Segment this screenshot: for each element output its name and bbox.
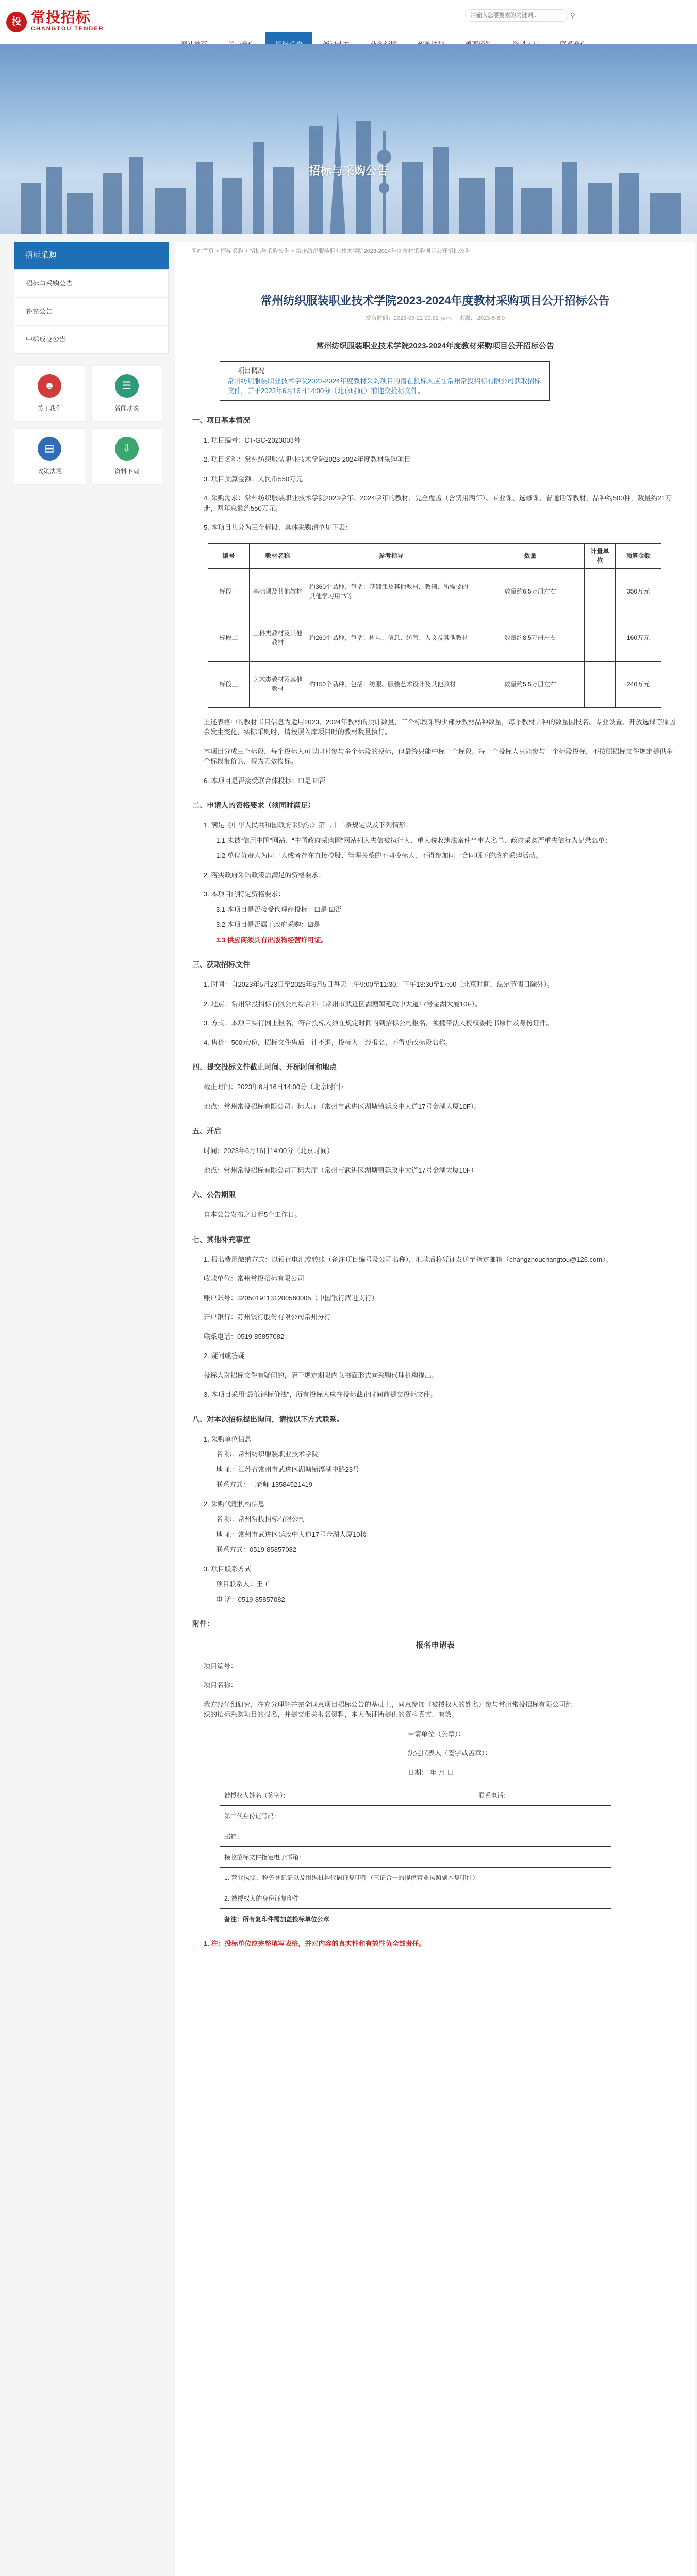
paragraph: 3. 本项目采用“最低评标价法”，所有投标人应在投标截止时间前提交投标文件。: [204, 1391, 437, 1398]
article-panel: [175, 242, 695, 2576]
section-heading: 八、对本次招标提出询问，请按以下方式联系。: [192, 1415, 344, 1423]
quick-link-about[interactable]: [14, 365, 85, 422]
section-heading: 三、获取招标文件: [192, 960, 250, 969]
paragraph: 1. 报名费用缴纳方式：以银行电汇或转账（备注项目编号及公司名称），汇款后将凭证发送至指定邮箱（changzhouchangtou@126.com）。: [204, 1255, 612, 1263]
paragraph: 1. 采购单位信息: [204, 1435, 252, 1443]
paragraph: 3.1 本项目是否接受代理商投标：☐是 ☑否: [216, 905, 342, 913]
logo-mark-icon: 投: [6, 12, 27, 32]
paragraph: 4. 采购需求：常州纺织服装职业技术学院2023学年、2024学年的教材、完全覆盖（含费用两年）、专业课、选修课、普通话等教材，品种约500种，数量约21万册，两年总额约550万元。: [204, 494, 672, 512]
paragraph: 时间：2023年6月16日14:00分（北京时间）: [204, 1147, 334, 1155]
table-row: [208, 661, 661, 707]
people-icon: ☻: [38, 374, 61, 398]
overview-heading: 项目概况: [238, 367, 265, 375]
paragraph: 3. 方式：本项目实行网上报名，符合投标人须在规定时间内到招标公司报名，须携带法人授权委托书原件及身份证件。: [204, 1019, 553, 1027]
download-icon: ⇩: [115, 437, 139, 461]
table-cell: [585, 661, 616, 707]
table-cell: 约360个品种，包括：基础课及其他教材，教辅、所需要的其他学习用书等: [306, 568, 476, 615]
form-footer-note: 1. 注：投标单位应完整填写表格，并对内容的真实性和有效性负全部责任。: [204, 1940, 426, 1947]
paragraph: 地点：常州常投招标有限公司开标大厅（常州市武进区湖塘镇延政中大道17号金湖大厦10F）。: [204, 1102, 481, 1110]
search-icon[interactable]: ⚲: [570, 11, 575, 20]
table-header-row: [208, 543, 661, 568]
table-header: 计量单位: [585, 543, 616, 568]
form-row: [220, 1868, 611, 1888]
form-row: [220, 1806, 611, 1826]
paragraph-highlight: 3.3 供应商须具有出版物经营许可证。: [216, 936, 328, 944]
table-row: [208, 615, 661, 661]
paragraph: 2. 采购代理机构信息: [204, 1500, 265, 1508]
section-heading: 一、项目基本情况: [192, 416, 250, 425]
paragraph: 联系方式：0519-85857082: [216, 1546, 297, 1553]
paragraph: 6. 本项目是否接受联合体投标：☐是 ☑否: [204, 776, 326, 785]
logo-name-en: CHANGTOU TENDER: [31, 26, 104, 32]
table-cell: 基础课及其他教材: [250, 568, 306, 615]
breadcrumb[interactable]: 网站首页 > 招标采购 > 招标与采购公告 > 常州纺织服装职业技术学院2023-2024年度教材采购项目公开招标公告: [191, 242, 679, 261]
form-row: [220, 1888, 611, 1909]
attachment-label: 附件：: [192, 1620, 214, 1628]
sidebar-item-supplementary[interactable]: 补充公告: [14, 298, 168, 326]
paragraph: 3. 本项目的特定资格要求：: [204, 890, 285, 898]
article-subtitle: 常州纺织服装职业技术学院2023-2024年度教材采购项目公开招标公告: [316, 341, 554, 350]
article-title: 常州纺织服装职业技术学院2023-2024年度教材采购项目公开招标公告: [260, 294, 610, 307]
paragraph: 1. 项目编号：CT-GC-2023003号: [204, 436, 301, 444]
document-icon: ▤: [38, 437, 61, 461]
paragraph: 1. 满足《中华人民共和国政府采购法》第二十二条规定以及下列情形：: [204, 821, 412, 829]
form-cell: 邮箱：: [220, 1826, 611, 1847]
paragraph: 3.2 本项目是否属于政府采购：☑是: [216, 921, 321, 928]
form-title: 报名申请表: [416, 1641, 455, 1650]
form-cell: 备注：所有复印件需加盖投标单位公章: [220, 1909, 611, 1929]
paragraph: 1. 时间：自2023年5月23日至2023年6月5日每天上午9:00至11:30，下午13:30至17:00（北京时间，法定节假日除外）。: [204, 980, 554, 988]
table-cell: 数量约6.5万册左右: [476, 568, 585, 615]
section-heading: 四、提交投标文件截止时间、开标时间和地点: [192, 1063, 337, 1071]
table-header: 参考指导: [306, 543, 476, 568]
paragraph: 联系电话：0519-85857082: [204, 1332, 285, 1341]
paragraph: 地点：常州常投招标有限公司开标大厅（常州市武进区湖塘镇延政中大道17号金湖大厦10F）: [204, 1166, 477, 1174]
form-cell: 1. 营业执照、税务登记证以及组织机构代码证复印件（三证合一的提供营业执照副本复印件）: [220, 1868, 611, 1888]
table-cell: [585, 615, 616, 661]
paragraph: 开户银行：苏州银行股份有限公司常州分行: [204, 1313, 331, 1321]
quick-link-label: 新闻动态: [114, 405, 139, 412]
form-field-label: 项目名称：: [204, 1681, 238, 1689]
top-header: [0, 0, 697, 44]
paragraph: 5. 本项目共分为三个标段，具体采购清单见下表：: [204, 523, 352, 531]
article-meta: 发布时间：2023-05-22 09:52 点击： 来源： 2023-5-8 0: [365, 315, 505, 321]
paragraph: 自本公告发布之日起5个工作日。: [204, 1211, 302, 1218]
form-row: [220, 1847, 611, 1868]
search-input[interactable]: [465, 9, 568, 22]
logo-name-cn: 常投招标: [31, 9, 91, 26]
form-row: [220, 1785, 611, 1806]
sidebar-item-award[interactable]: 中标成交公告: [14, 326, 168, 353]
quick-link-label: 政策法规: [37, 468, 62, 475]
sidebar-list: [14, 269, 169, 354]
paragraph: 2. 落实政府采购政策需满足的资格要求：: [204, 871, 325, 879]
quick-link-label: 关于我们: [37, 405, 62, 412]
table-cell: 350万元: [616, 568, 661, 615]
table-cell: 约260个品种，包括：机电、信息、纺管、人文及其他教材: [306, 615, 476, 661]
paragraph: 名 称：常州纺织服装职业技术学院: [216, 1450, 319, 1458]
table-cell: 标段一: [208, 568, 250, 615]
section-heading: 五、开启: [192, 1127, 221, 1135]
section-heading: 二、申请人的资格要求（须同时满足）: [192, 801, 315, 809]
table-cell: 240万元: [616, 661, 661, 707]
application-form-table: [220, 1785, 611, 1929]
paragraph: 3. 项目预算金额：人民币550万元: [204, 474, 303, 483]
form-cell: 2. 被授权人的身份证复印件: [220, 1888, 611, 1909]
paragraph: 账户账号：32050191131200580005（中国银行武进支行）: [204, 1294, 378, 1302]
paragraph: 2. 项目名称：常州纺织服装职业技术学院2023-2024年度教材采购项目: [204, 455, 411, 463]
quick-link-label: 资料下载: [114, 468, 139, 475]
sidebar-heading: 招标采购: [14, 242, 169, 269]
table-cell: 艺术类教材及其他教材: [250, 661, 306, 707]
paragraph: 1.2 单位负责人为同一人或者存在直接控股、管理关系的不同投标人，不得参加同一合同项下的政府采购活动。: [216, 852, 542, 859]
form-cell: 第二代身份证号码：: [220, 1806, 611, 1826]
banner-title: 招标与采购公告: [308, 164, 388, 177]
paragraph: 地 址：常州市武进区延政中大道17号金湖大厦10楼: [216, 1530, 367, 1538]
paragraph: 上述表格中的教材书目信息为适用2023、2024年教材的预计数量，三个标段采购少部分教材品种数量，每个教材品种的数量因报名、专业设置、开放选课等原因会发生变化，实际采购时，请按照入库项目时的教材数量执行。: [204, 718, 676, 736]
news-icon: ☰: [115, 374, 139, 398]
table-cell: 标段二: [208, 615, 250, 661]
quick-links: [14, 365, 162, 485]
procurement-table: [208, 543, 661, 708]
form-row: [220, 1909, 611, 1929]
form-field-label: 项目编号：: [204, 1662, 238, 1670]
quick-link-download[interactable]: [91, 428, 162, 485]
form-cell: 接收招标文件指定电子邮箱：: [220, 1847, 611, 1868]
section-heading: 七、其他补充事宜: [192, 1235, 250, 1244]
site-logo[interactable]: [6, 10, 176, 33]
form-row: [220, 1826, 611, 1847]
table-cell: 数量约8.5万册左右: [476, 615, 585, 661]
paragraph: 名 称：常州常投招标有限公司: [216, 1515, 305, 1523]
paragraph: 收款单位：常州常投招标有限公司: [204, 1275, 305, 1282]
paragraph: 1.1 未被“信用中国”网站、“中国政府采购网”网站列入失信被执行人、重大税收违法案件当事人名单、政府采购严重失信行为记录名单；: [216, 836, 612, 844]
form-sign: 法定代表人（签字或盖章）：: [408, 1749, 492, 1757]
paragraph: 4. 售价：500元/份，招标文件售后一律不退，投标人一经报名，不得更改标段名称。: [204, 1038, 452, 1046]
section-heading: 六、公告期限: [192, 1191, 236, 1199]
paragraph: 投标人对招标文件有疑问的，请于规定期限内以书面形式向采购代理机构提出。: [204, 1371, 439, 1379]
table-cell: 数量约5.5万册左右: [476, 661, 585, 707]
table-header: 预算金额: [616, 543, 661, 568]
form-cell: 联系电话：: [474, 1785, 611, 1806]
sidebar-item-announcements[interactable]: 招标与采购公告: [14, 270, 168, 298]
paragraph: 本项目分成三个标段，每个投标人可以同时参与多个标段的投标，但最终只能中标一个标段。每一个投标人只能参与一个标段投标，不按照招标文件规定提供多个标段报价的，视为无效投标。: [204, 747, 673, 765]
paragraph: 2. 地点：常州常投招标有限公司综合科（常州市武进区湖塘镇延政中大道17号金湖大厦10F）。: [204, 999, 482, 1008]
paragraph: 3. 项目联系方式: [204, 1565, 252, 1573]
form-sign: 日期： 年 月 日: [408, 1768, 454, 1776]
sidebar: [14, 242, 169, 2576]
table-header: 编号: [208, 543, 250, 568]
table-cell: [585, 568, 616, 615]
search-box: [465, 9, 575, 22]
overview-text: 常州纺织服装职业技术学院2023-2024年度教材采购项目的潜在投标人应在常州常投招标有限公司获取招标文件，并于2023年6月16日14:00分（北京时间）前递交投标文件。: [227, 377, 541, 395]
paragraph: 截止时间：2023年6月16日14:00分（北京时间）: [204, 1083, 347, 1091]
table-header: 教材名称: [250, 543, 306, 568]
paragraph: 2. 疑问或答疑: [204, 1352, 245, 1360]
form-cell: 被授权人姓名（签字）：: [220, 1785, 474, 1806]
form-sign: 申请单位（公章）：: [408, 1730, 465, 1738]
table-cell: 工科类教材及其他教材: [250, 615, 306, 661]
page-banner: [0, 44, 697, 234]
overview-box: [220, 361, 550, 401]
paragraph: 地 址：江苏省常州市武进区湖塘镇滆湖中路23号: [216, 1465, 360, 1473]
quick-link-news[interactable]: [91, 365, 162, 422]
quick-link-policy[interactable]: [14, 428, 85, 485]
table-cell: 160万元: [616, 615, 661, 661]
table-header: 数量: [476, 543, 585, 568]
paragraph: 电 话：0519-85857082: [216, 1595, 285, 1603]
paragraph: 项目联系人：王工: [216, 1580, 270, 1588]
table-cell: 标段三: [208, 661, 250, 707]
paragraph: 联系方式：王老师 13584521419: [216, 1481, 313, 1488]
form-body: 我方经仔细研究，在充分理解并完全同意项目招标公告的基础上，同意参加（被授权人的姓名）参与常州常投招标有限公司组织的招标采购项目的报名，并提交相关报名资料，本人保证所提供的资料真实、有效。: [204, 1700, 573, 1718]
table-row: [208, 568, 661, 615]
table-cell: 约150个品种，包括：纺服、服装艺术设计及其他教材: [306, 661, 476, 707]
